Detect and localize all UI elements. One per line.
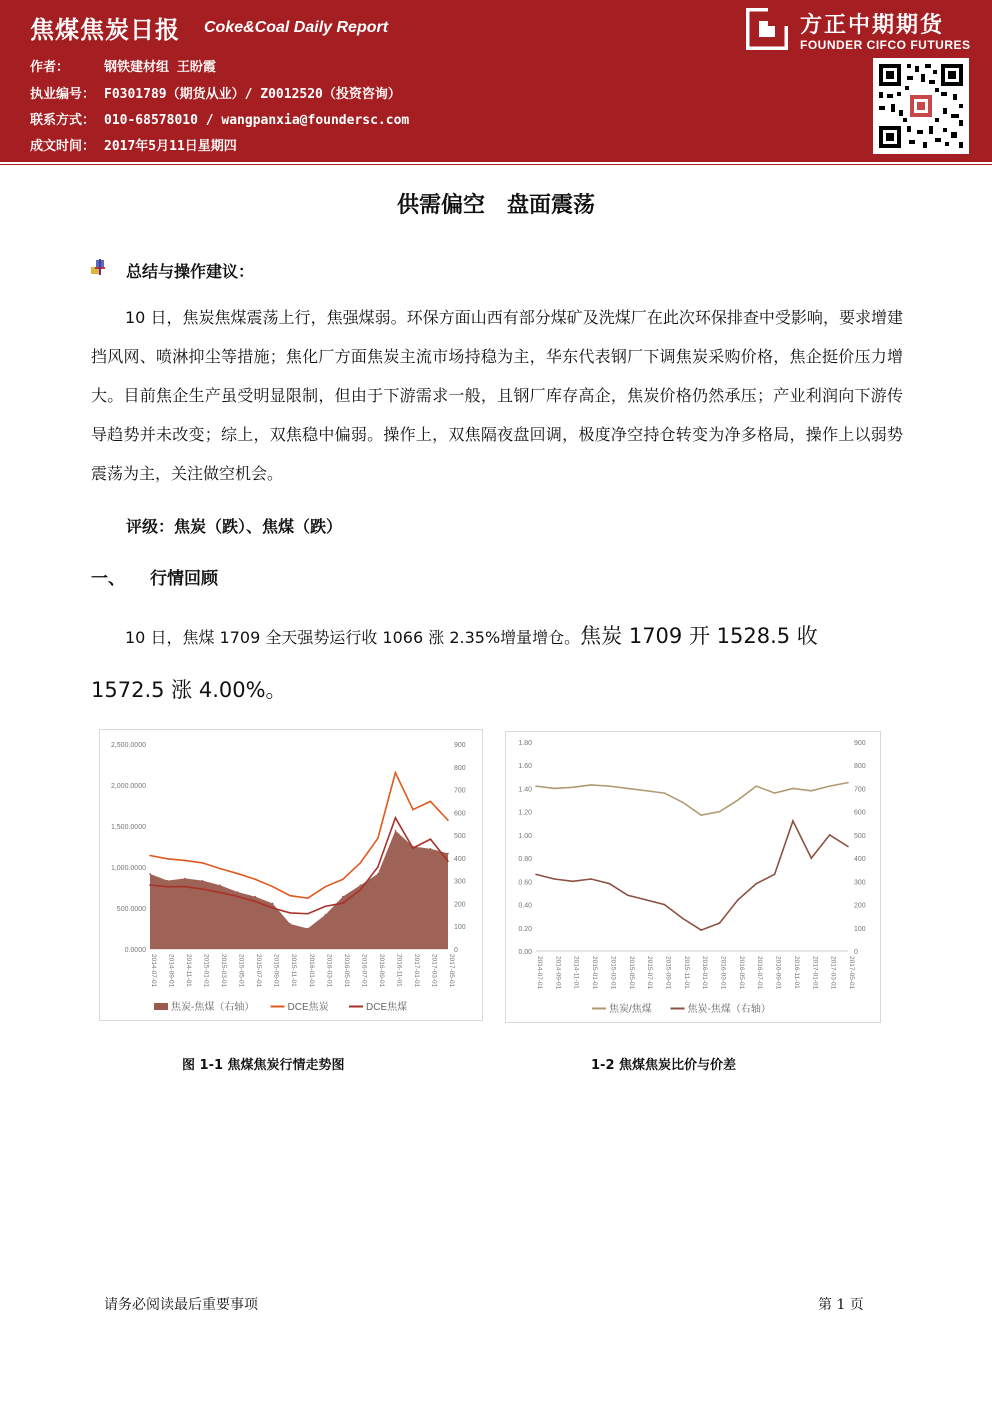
data-point [572,786,574,788]
y-right-tick-label: 400 [454,855,466,863]
y-right-tick-label: 500 [454,833,466,841]
header-divider [0,164,992,165]
data-point [360,889,362,891]
data-point [447,853,449,855]
data-point [202,880,204,882]
data-point [700,814,702,816]
meta-label: 执业编号： [30,87,96,102]
y-left-tick-label: 1.60 [518,763,532,771]
data-point [272,903,274,905]
data-point [167,880,169,882]
data-point [202,862,204,864]
data-point [774,874,776,876]
y-right-tick-label: 100 [854,925,866,933]
page-number: 第 1 页 [818,1297,864,1313]
x-tick-label: 2015-11-01 [682,956,690,989]
data-point [377,838,379,840]
x-tick-label: 2014-07-01 [150,954,157,988]
data-point [645,899,647,901]
x-tick-label: 2016-05-01 [737,956,745,990]
data-point [645,790,647,792]
data-point [829,785,831,787]
data-point [395,817,397,819]
founder-logo-icon [746,8,788,50]
y-left-tick-label: 1,500.0000 [110,824,146,831]
y-left-tick-label: 0.40 [518,902,532,910]
x-tick-label: 2014-11-01 [572,956,580,989]
company-logo [746,8,976,54]
section-title: 行情回顾 [150,569,218,589]
x-tick-label: 2015-07-01 [255,954,263,988]
x-tick-label: 2016-11-01 [395,954,403,987]
chart-2-frame [505,731,881,1023]
data-point [792,820,794,822]
data-point [737,799,739,801]
series-line-0 [536,783,848,816]
data-point [792,788,794,790]
x-tick-label: 2016-01-01 [701,956,709,990]
data-point [590,784,592,786]
data-point [535,785,537,787]
data-point [664,904,666,906]
x-tick-label: 2016-03-01 [325,954,333,988]
data-point [289,912,291,914]
x-tick-label: 2017-01-01 [811,956,819,990]
data-point [430,801,432,803]
data-point [395,830,397,832]
figure-caption-2: 1-2 焦煤焦炭比价与价差 [591,1058,737,1073]
data-point [627,894,629,896]
x-tick-label: 2017-01-01 [412,954,420,988]
data-point [324,906,326,908]
meta-value: 2017年5月11日星期四 [104,139,237,154]
x-tick-label: 2015-01-01 [591,956,599,990]
coke-coal-ratio-chart [506,732,880,1022]
y-right-tick-label: 600 [454,810,466,818]
data-point [289,895,291,897]
legend-swatch [154,1003,168,1010]
data-point [829,834,831,836]
legend-label: 焦炭-焦煤（右轴） [171,1002,255,1013]
x-tick-label: 2015-09-01 [664,956,672,990]
x-tick-label: 2015-05-01 [627,956,635,990]
x-tick-label: 2014-11-01 [185,954,193,987]
data-point [755,883,757,885]
data-point [535,874,537,876]
data-point [395,772,397,774]
data-point [609,883,611,885]
review-text-coke: 焦炭 1709 开 1528.5 收 [580,624,818,648]
data-point [254,879,256,881]
data-point [342,879,344,881]
data-point [847,782,849,784]
legend-label: DCE焦炭 [287,1002,329,1013]
report-header [0,0,992,162]
data-point [755,785,757,787]
data-point [554,878,556,880]
x-tick-label: 2014-09-01 [167,954,175,988]
y-left-tick-label: 2,000.0000 [110,783,146,790]
x-tick-label: 2015-09-01 [272,954,280,988]
x-tick-label: 2016-09-01 [774,956,782,990]
data-point [237,896,239,898]
meta-value: 钢铁建材组 王盼霞 [104,60,216,75]
x-tick-label: 2016-07-01 [360,954,368,988]
series-area-0 [150,831,448,949]
series-line-1 [536,821,848,930]
y-left-tick-label: 1.20 [518,809,532,817]
y-right-tick-label: 200 [854,902,866,910]
data-point [590,878,592,880]
data-point [307,928,309,930]
x-tick-label: 2015-07-01 [646,956,654,990]
data-point [184,886,186,888]
x-tick-label: 2015-03-01 [220,954,228,988]
data-point [719,922,721,924]
data-point [847,846,849,848]
x-tick-label: 2016-03-01 [719,956,727,990]
data-point [289,923,291,925]
review-paragraph [91,610,903,718]
data-point [149,884,151,886]
data-point [219,892,221,894]
data-point [342,896,344,898]
data-point [810,857,812,859]
y-right-tick-label: 800 [454,764,466,772]
data-point [237,873,239,875]
report-title-en: Coke&Coal Daily Report [204,19,389,36]
y-left-tick-label: 0.0000 [124,947,146,954]
data-point [167,858,169,860]
x-tick-label: 2015-11-01 [290,954,298,987]
y-right-tick-label: 0 [854,949,858,956]
footer-notice: 请务必阅读最后重要事项 [104,1297,258,1313]
data-point [272,886,274,888]
data-point [810,790,812,792]
meta-date [30,135,237,154]
meta-contact [30,109,409,128]
report-title: 焦煤焦炭日报 [30,16,180,44]
data-point [682,918,684,920]
data-point [554,788,556,790]
meta-value: 010-68578010 / wangpanxia@foundersc.com [104,113,410,128]
y-right-tick-label: 600 [854,809,866,817]
x-tick-label: 2016-07-01 [756,956,764,990]
figure-caption-1: 图 1-1 焦煤焦炭行情走势图 [182,1058,345,1073]
y-right-tick-label: 500 [854,832,866,840]
data-point [167,886,169,888]
data-point [627,788,629,790]
y-right-tick-label: 900 [854,740,866,747]
data-point [447,819,449,821]
y-right-tick-label: 200 [454,901,466,909]
x-tick-label: 2015-03-01 [609,956,617,990]
legend-label: 焦炭/焦煤 [609,1004,652,1015]
x-tick-label: 2016-09-01 [377,954,385,988]
document-title: 供需偏空 盘面震荡 [396,193,595,218]
data-point [307,913,309,915]
section-number: 一、 [91,569,125,589]
y-left-tick-label: 0.60 [518,879,532,887]
x-tick-label: 2014-07-01 [536,956,543,990]
x-tick-label: 2016-01-01 [307,954,315,988]
data-point [664,792,666,794]
x-tick-label: 2017-03-01 [430,954,438,988]
review-text-coal: 10 日，焦煤 1709 全天强势运行收 1066 涨 2.35%增量增仓。 [125,628,581,647]
y-right-tick-label: 0 [454,947,458,954]
y-right-tick-label: 100 [454,924,466,932]
meta-label: 成文时间： [30,139,96,154]
data-point [307,897,309,899]
legend-label: 焦炭-焦煤（右轴） [687,1004,771,1015]
summary-heading: 总结与操作建议： [126,262,255,281]
data-point [360,884,362,886]
y-right-tick-label: 900 [454,742,466,749]
data-point [774,792,776,794]
data-point [149,855,151,857]
y-right-tick-label: 800 [854,763,866,771]
data-point [149,873,151,875]
section-bullet-icon [91,258,109,276]
review-text-coke-close: 1572.5 涨 4.00%。 [91,678,287,702]
data-point [609,785,611,787]
y-left-tick-label: 1.40 [518,786,532,794]
y-right-tick-label: 300 [454,878,466,886]
x-tick-label: 2017-05-01 [848,956,855,990]
x-tick-label: 2017-03-01 [829,956,837,990]
y-right-tick-label: 700 [454,787,466,795]
meta-author [30,56,216,75]
y-left-tick-label: 0.80 [518,856,532,864]
data-point [719,811,721,813]
y-left-tick-label: 500.0000 [116,906,146,913]
qr-code-icon[interactable] [873,58,969,154]
data-point [700,929,702,931]
data-point [272,907,274,909]
data-point [447,860,449,862]
data-point [202,888,204,890]
data-point [219,884,221,886]
data-point [324,886,326,888]
data-point [412,847,414,849]
company-name-en: FOUNDER CIFCO FUTURES [800,38,971,52]
data-point [254,896,256,898]
data-point [430,838,432,840]
legend-label: DCE焦煤 [366,1002,408,1013]
x-tick-label: 2014-09-01 [554,956,562,990]
data-point [360,862,362,864]
y-left-tick-label: 1.00 [518,832,532,840]
data-point [219,868,221,870]
data-point [342,902,344,904]
data-point [412,809,414,811]
meta-value: F0301789（期货从业）/ Z0012520（投资咨询） [104,87,401,102]
x-tick-label: 2016-05-01 [342,954,350,988]
x-tick-label: 2016-11-01 [792,956,800,989]
x-tick-label: 2015-05-01 [237,954,245,988]
y-left-tick-label: 2,500.0000 [110,742,146,749]
data-point [737,899,739,901]
data-point [430,848,432,850]
y-right-tick-label: 300 [854,879,866,887]
data-point [572,881,574,883]
meta-label: 作者： [30,60,70,75]
data-point [377,873,379,875]
summary-paragraph: 10 日，焦炭焦煤震荡上行，焦强煤弱。环保方面山西有部分煤矿及洗煤厂在此次环保排查中受影响，要求增建挡风网、喷淋抑尘等措施；焦化厂方面焦炭主流市场持稳为主，华东代表钢厂下调焦炭采购价格，焦企挺价压力增大。目前焦企生产虽受明显限制，但由于下游需求一般，且钢厂库存高企，焦炭价格仍然承压；产业利润向下游传导趋势并未改变；综上，双焦稳中偏弱。操作上，双焦隔夜盘回调，极度净空持仓转变为净多格局，操作上以弱势震荡为主，关注做空机会。 [91,308,903,483]
rating-line: 评级：焦炭（跌）、焦煤（跌） [126,517,343,536]
data-point [254,901,256,903]
y-right-tick-label: 700 [854,786,866,794]
data-point [184,878,186,880]
y-left-tick-label: 0.20 [518,925,532,933]
meta-license [30,83,401,102]
data-point [237,891,239,893]
y-left-tick-label: 0.00 [518,949,532,956]
chart-1-frame [99,729,483,1021]
coke-coal-price-chart [100,730,482,1020]
data-point [324,914,326,916]
meta-label: 联系方式： [30,113,96,128]
y-right-tick-label: 400 [854,856,866,864]
y-left-tick-label: 1,000.0000 [110,865,146,872]
data-point [377,866,379,868]
y-left-tick-label: 1.80 [518,740,532,747]
data-point [682,802,684,804]
x-tick-label: 2017-05-01 [448,954,455,988]
company-name-cn: 方正中期期货 [800,13,945,38]
data-point [184,860,186,862]
x-tick-label: 2015-01-01 [202,954,210,988]
